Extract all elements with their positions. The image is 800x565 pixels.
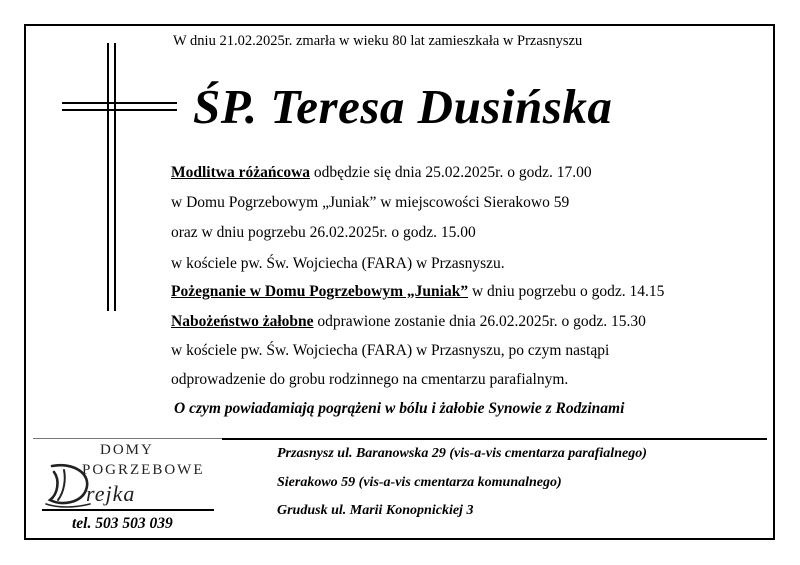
footer-divider-thick	[222, 438, 767, 440]
notice-line	[171, 283, 664, 301]
notice-line	[171, 224, 476, 242]
address-line: Przasnysz ul. Baranowska 29 (vis-a-vis cmentarza parafialnego)	[277, 446, 647, 461]
closing-text: O czym powiadamiają pogrążeni w bólu i żałobie Synowie z Rodzinami	[174, 400, 625, 417]
notice-line-text: odprawione zostanie dnia 26.02.2025r. o godz. 15.30	[313, 313, 646, 330]
logo-line-3: rejka	[86, 481, 136, 506]
cross-horizontal-bar	[62, 109, 177, 111]
logo-underline	[42, 509, 214, 511]
notice-line	[171, 194, 569, 212]
notice-line	[171, 255, 505, 273]
cross-vertical-bar	[114, 43, 116, 311]
address-line: Grudusk ul. Marii Konopnickiej 3	[277, 503, 474, 518]
notice-line-text: w kościele pw. Św. Wojciecha (FARA) w Przasnyszu, po czym nastąpi	[171, 342, 610, 359]
notice-line	[171, 164, 592, 182]
notice-line	[171, 342, 609, 360]
notice-line	[171, 313, 646, 331]
phone-number: tel. 503 503 039	[72, 515, 173, 532]
notice-line-text: w kościele pw. Św. Wojciecha (FARA) w Przasnyszu.	[171, 255, 505, 272]
cross-horizontal-bar	[62, 102, 177, 104]
notice-line-text: w Domu Pogrzebowym „Juniak” w miejscowości Sierakowo 59	[171, 194, 570, 211]
cross-vertical-bar	[107, 43, 109, 311]
notice-line-bold: Nabożeństwo żałobne	[171, 313, 314, 330]
notice-line-bold: Pożegnanie w Domu Pogrzebowym „Juniak”	[171, 283, 469, 300]
logo-line-2: POGRZEBOWE	[82, 462, 205, 478]
deceased-name: ŚP. Teresa Dusińska	[193, 79, 613, 134]
address-line: Sierakowo 59 (vis-a-vis cmentarza komunalnego)	[277, 475, 562, 490]
notice-line-bold: Modlitwa różańcowa	[171, 164, 311, 181]
intro-text: W dniu 21.02.2025r. zmarła w wieku 80 lat zamieszkała w Przasnyszu	[173, 33, 583, 49]
notice-line	[171, 371, 568, 389]
notice-line-text: odbędzie się dnia 25.02.2025r. o godz. 17.00	[310, 164, 592, 181]
notice-line-text: w dniu pogrzebu o godz. 14.15	[468, 283, 665, 300]
logo-line-1: DOMY	[100, 442, 154, 458]
notice-line-text: odprowadzenie do grobu rodzinnego na cmentarzu parafialnym.	[171, 371, 569, 388]
notice-line-text: oraz w dniu pogrzebu 26.02.2025r. o godz. 15.00	[171, 224, 476, 241]
